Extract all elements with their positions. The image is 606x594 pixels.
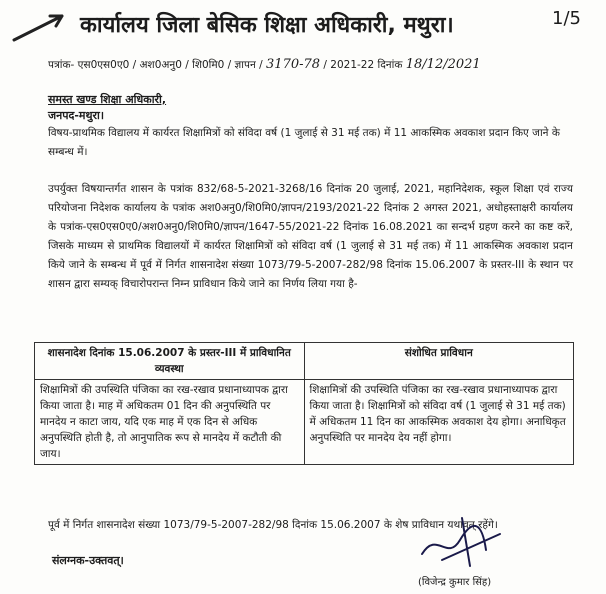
- body-paragraph: उपर्युक्त विषयान्तर्गत शासन के पत्रांक 832/68-5-2021-3268/16 दिनांक 20 जुलाई, 2021, महानिदेशक, स्कूल शिक्षा एवं राज्य परियोजना निदेशक कार्यालय के पत्रांक अश0अनु0/शि0मि0/ज्ञापन/2193/2021-22 दिनांक 2 अगस्त 2021, अधोहस्ताक्षरी कार्यालय के पत्रांक-एस0एस0ए0/अश0अनु0/शि0मि0/ज्ञापन/1647-55/2021-22 दिनांक 16.08.2021 का सन्दर्भ ग्रहण करने का कष्ट करें, जिसके माध्यम से प्राथमिक विद्यालयों में कार्यरत शिक्षामित्रों को संविदा वर्ष (1 जुलाई से 31 मई तक) में 11 आकस्मिक अवकाश प्रदान किये जाने के सम्बन्ध में पूर्व में निर्गत शासनादेश संख्या 1073/79-5-2007-282/98 दिनांक 15.06.2007 के प्रस्तर-III के स्थान पर शासन द्वारा सम्यक् विचारोपरान्त निम्न प्राविधान किये जाने का निर्णय लिया गया है-: [48, 183, 573, 290]
- arrow-mark-icon: [6, 6, 76, 46]
- table-cell-revised: शिक्षामित्रों की उपस्थिति पंजिका का रख-रखाव प्रधानाध्यापक द्वारा किया जाता है। शिक्षामित्रों को संविदा वर्ष (1 जुलाई से 31 मई तक) में अधिकतम 11 दिन का आकस्मिक अवकाश देय होगा। अनाधिकृत अनुपस्थिति पर मानदेय देय नहीं होगा।: [304, 380, 574, 465]
- subject-line: विषय-प्राथमिक विद्यालय में कार्यरत शिक्षामित्रों को संविदा वर्ष (1 जुलाई से 31 मई तक) में 11 आकस्मिक अवकाश प्रदान किए जाने के सम्बन्ध में।: [48, 127, 560, 158]
- signature-scribble-icon: [412, 510, 512, 572]
- table-header-original: शासनादेश दिनांक 15.06.2007 के प्रस्तर-III में प्राविधानित व्यवस्था: [35, 343, 305, 380]
- signatory-name: (विजेन्द्र कुमार सिंह): [418, 577, 492, 588]
- addressee-line-1: समस्त खण्ड शिक्षा अधिकारी,: [48, 93, 167, 106]
- reference-line: [48, 57, 481, 72]
- reference-date: 18/12/2021: [405, 57, 481, 72]
- reference-number: 3170-78: [266, 57, 321, 72]
- provision-table: [34, 342, 574, 465]
- table-cell-original: शिक्षामित्रों की उपस्थिति पंजिका का रख-रखाव प्रधानाध्यापक द्वारा किया जाता है। माह में अधिकतम 01 दिन की अनुपस्थिति पर मानदेय न काटा जाय, यदि एक माह में एक दिन से अधिक अनुपस्थिति होती है, तो आनुपातिक रूप से मानदेय में कटौती की जाय।: [35, 380, 305, 465]
- page-indicator: 1/5: [552, 8, 581, 29]
- enclosure-note: संलग्नक-उक्तवत्।: [52, 554, 124, 567]
- table-header-revised: संशोधित प्राविधान: [304, 343, 574, 380]
- reference-prefix: पत्रांक- एस0एस0ए0 / अश0अनु0 / शि0मि0 / ज्ञापन /: [48, 59, 263, 71]
- table-header-row: [35, 343, 574, 380]
- office-title: कार्यालय जिला बेसिक शिक्षा अधिकारी, मथुरा।: [80, 13, 454, 38]
- closing-paragraph: पूर्व में निर्गत शासनादेश संख्या 1073/79-5-2007-282/98 दिनांक 15.06.2007 के शेष प्राविधान यथावत् रहेंगे।: [48, 519, 498, 531]
- reference-suffix: / 2021-22 दिनांक: [323, 59, 403, 71]
- table-row: [35, 380, 574, 465]
- addressee-line-2: जनपद-मथुरा।: [48, 109, 105, 122]
